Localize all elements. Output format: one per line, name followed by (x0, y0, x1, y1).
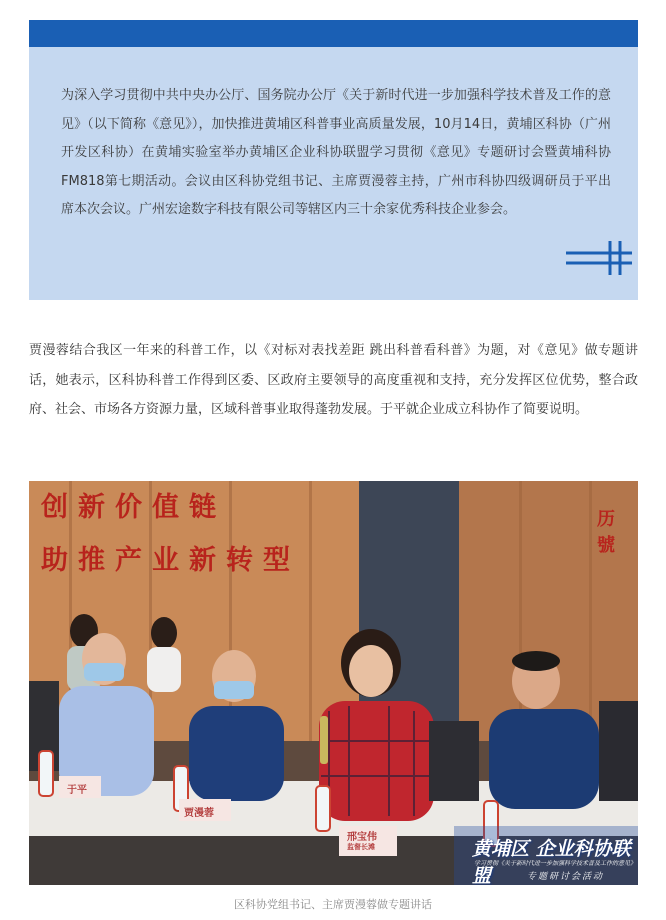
banner-slogan-1: 创新价值链 (41, 492, 226, 523)
nameplate-xing-baowei: 邢宝伟 (347, 832, 377, 843)
card-header-bar (29, 20, 638, 47)
event-photo (29, 481, 638, 885)
nameplate-yu-ping: 于平 (67, 785, 87, 796)
nameplate-jia-manrong: 贾漫蓉 (184, 808, 214, 819)
hash-lines-icon (566, 241, 632, 275)
article-paragraph: 贾漫蓉结合我区一年来的科普工作，以《对标对表找差距 跳出科普看科普》为题，对《意见》做专题讲话，她表示，区科协科普工作得到区委、区政府主要领导的高度重视和支持，充分发挥区位优势，整合政府、社会、市场各方资源力量，区域科普事业取得蓬勃发展。于平就企业成立科协作了简要说明。 (29, 343, 638, 417)
alliance-logo-tag: 专题研讨会活动 (527, 872, 605, 882)
photo-caption: 区科协党组书记、主席贾漫蓉做专题讲话 (234, 898, 432, 911)
nameplate-title: 监督长滩 (347, 843, 375, 851)
intro-card (29, 20, 638, 300)
banner-slogan-2: 助推产业新转型 (41, 545, 300, 576)
alliance-logo-subtitle: 学习贯彻《关于新时代进一步加强科学技术普及工作的意见》 (474, 860, 637, 867)
intro-paragraph: 为深入学习贯彻中共中央办公厅、国务院办公厅《关于新时代进一步加强科学技术普及工作的意见》（以下简称《意见》），加快推进黄埔区科普事业高质量发展，10月14日，黄埔区科协（广州开发区科协）在黄埔实验室举办黄埔区企业科协联盟学习贯彻《意见》专题研讨会暨黄埔科协FM818第七期活动。会议由区科协党组书记、主席贾漫蓉主持，广州市科协四级调研员于平出席本次会议。广州宏途数字科技有限公司等辖区内三十余家优秀科技企业参会。 (61, 88, 611, 218)
banner-slogan-right: 历號 (597, 509, 619, 556)
alliance-logo-title: 黄埔区 企业科协联盟 (472, 838, 631, 885)
